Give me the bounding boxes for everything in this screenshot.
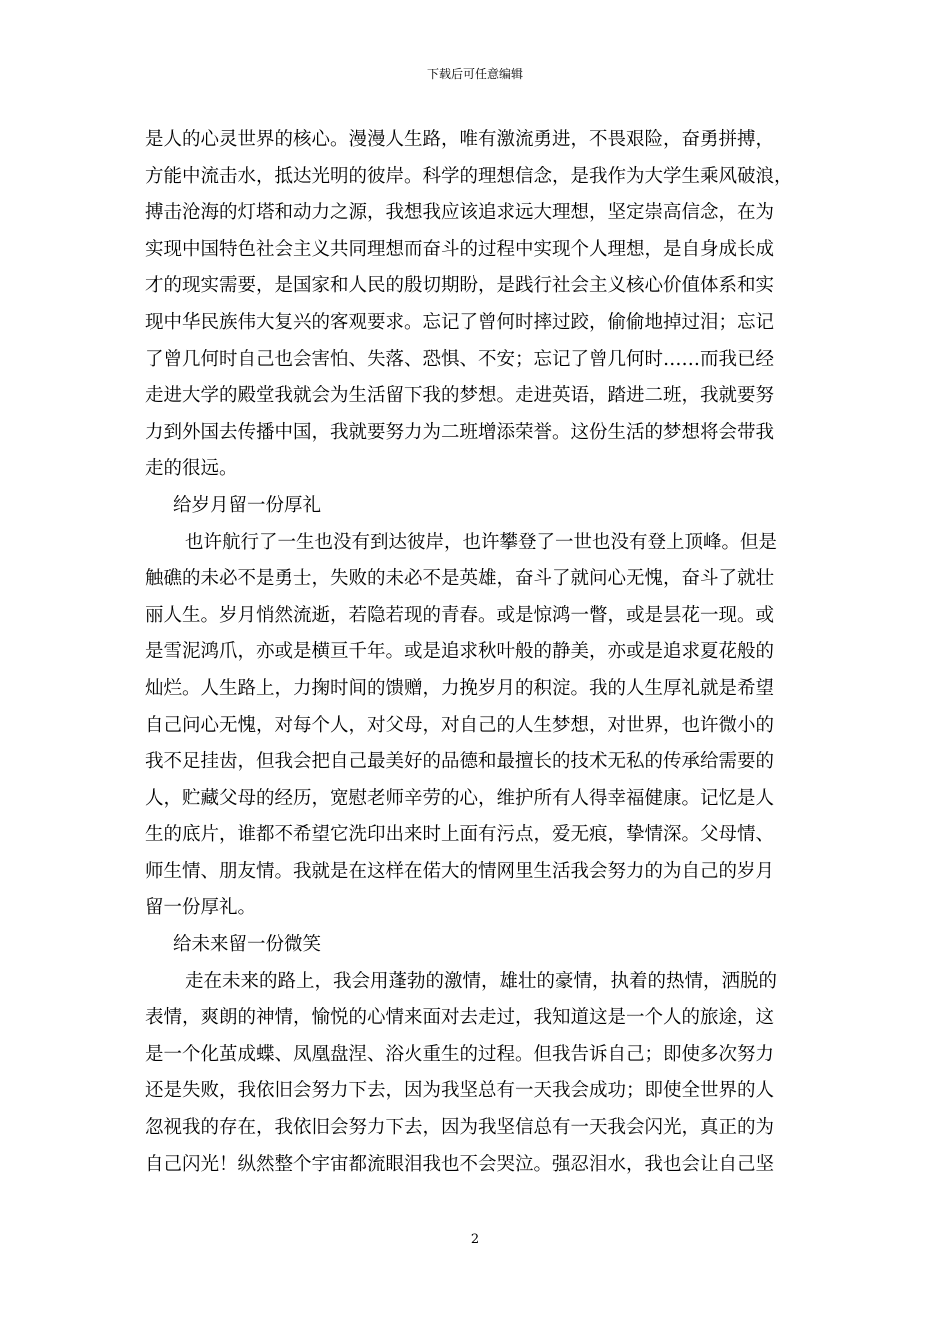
text-line: 是人的心灵世界的核心。漫漫人生路，唯有激流勇进，不畏艰险，奋勇拼搏， (145, 129, 775, 150)
text-line: 才的现实需要，是国家和人民的殷切期盼，是践行社会主义核心价值体系和实 (145, 275, 775, 297)
text-line: 走在未来的路上，我会用蓬勃的激情，雄壮的豪情，执着的热情，洒脱的 (185, 970, 778, 992)
text-line: 自己闪光！纵然整个宇宙都流眼泪我也不会哭泣。强忍泪水，我也会让自己坚 (145, 1153, 775, 1175)
text-line: 也许航行了一生也没有到达彼岸，也许攀登了一世也没有登上顶峰。但是 (185, 531, 778, 553)
text-line: 走进大学的殿堂我就会为生活留下我的梦想。走进英语，踏进二班，我就要努 (145, 385, 775, 407)
text-line: 师生情、朋友情。我就是在这样在偌大的情网里生活我会努力的为自己的岁月 (145, 860, 775, 882)
section-heading: 给岁月留一份厚礼 (173, 494, 322, 516)
text-line: 表情，爽朗的神情，愉悦的心情来面对去走过，我知道这是一个人的旅途，这 (145, 1007, 775, 1029)
text-line: 是雪泥鸿爪，亦或是横亘千年。或是追求秋叶般的静美，亦或是追求夏花般的 (145, 641, 775, 663)
text-line: 了曾几何时自己也会害怕、失落、恐惧、不安；忘记了曾几何时……而我已经 (145, 348, 775, 370)
section-heading: 给未来留一份微笑 (173, 934, 322, 956)
page-number: 2 (470, 1232, 480, 1247)
text-line: 力到外国去传播中国，我就要努力为二班增添荣誉。这份生活的梦想将会带我 (145, 421, 775, 443)
text-line: 现中华民族伟大复兴的客观要求。忘记了曾何时摔过跤，偷偷地掉过泪；忘记 (145, 311, 775, 333)
text-line: 留一份厚礼。 (145, 897, 257, 919)
text-line: 触礁的未必不是勇士，失败的未必不是英雄，奋斗了就问心无愧，奋斗了就壮 (145, 568, 775, 590)
document-body (145, 122, 825, 1183)
text-line: 生的底片，谁都不希望它洗印出来时上面有污点，爱无痕，挚情深。父母情、 (145, 824, 775, 846)
text-line: 实现中国特色社会主义共同理想而奋斗的过程中实现个人理想，是自身成长成 (145, 238, 775, 260)
text-line: 走的很远。 (145, 458, 238, 480)
text-line: 灿烂。人生路上，力掬时间的馈赠，力挽岁月的积淀。我的人生厚礼就是希望 (145, 677, 775, 699)
text-line: 丽人生。岁月悄然流逝，若隐若现的青春。或是惊鸿一瞥，或是昙花一现。或 (145, 604, 775, 626)
text-line: 是一个化茧成蝶、凤凰盘涅、浴火重生的过程。但我告诉自己；即使多次努力 (145, 1043, 775, 1065)
text-line: 我不足挂齿，但我会把自己最美好的品德和最擅长的技术无私的传承给需要的 (145, 751, 775, 773)
text-line: 还是失败，我依旧会努力下去，因为我坚总有一天我会成功；即使全世界的人 (145, 1080, 775, 1102)
text-line: 自己问心无愧，对每个人，对父母，对自己的人生梦想，对世界，也许微小的 (145, 714, 775, 736)
page-header: 下载后可任意编辑 (426, 67, 523, 81)
text-line: 忽视我的存在，我依旧会努力下去，因为我坚信总有一天我会闪光，真正的为 (145, 1117, 775, 1139)
text-line: 搏击沧海的灯塔和动力之源，我想我应该追求远大理想，坚定崇高信念，在为 (145, 202, 775, 224)
text-line: 方能中流击水，抵达光明的彼岸。科学的理想信念，是我作为大学生乘风破浪， (145, 165, 793, 187)
text-line: 人，贮藏父母的经历，宽慰老师辛劳的心，维护所有人得幸福健康。记忆是人 (145, 787, 775, 809)
